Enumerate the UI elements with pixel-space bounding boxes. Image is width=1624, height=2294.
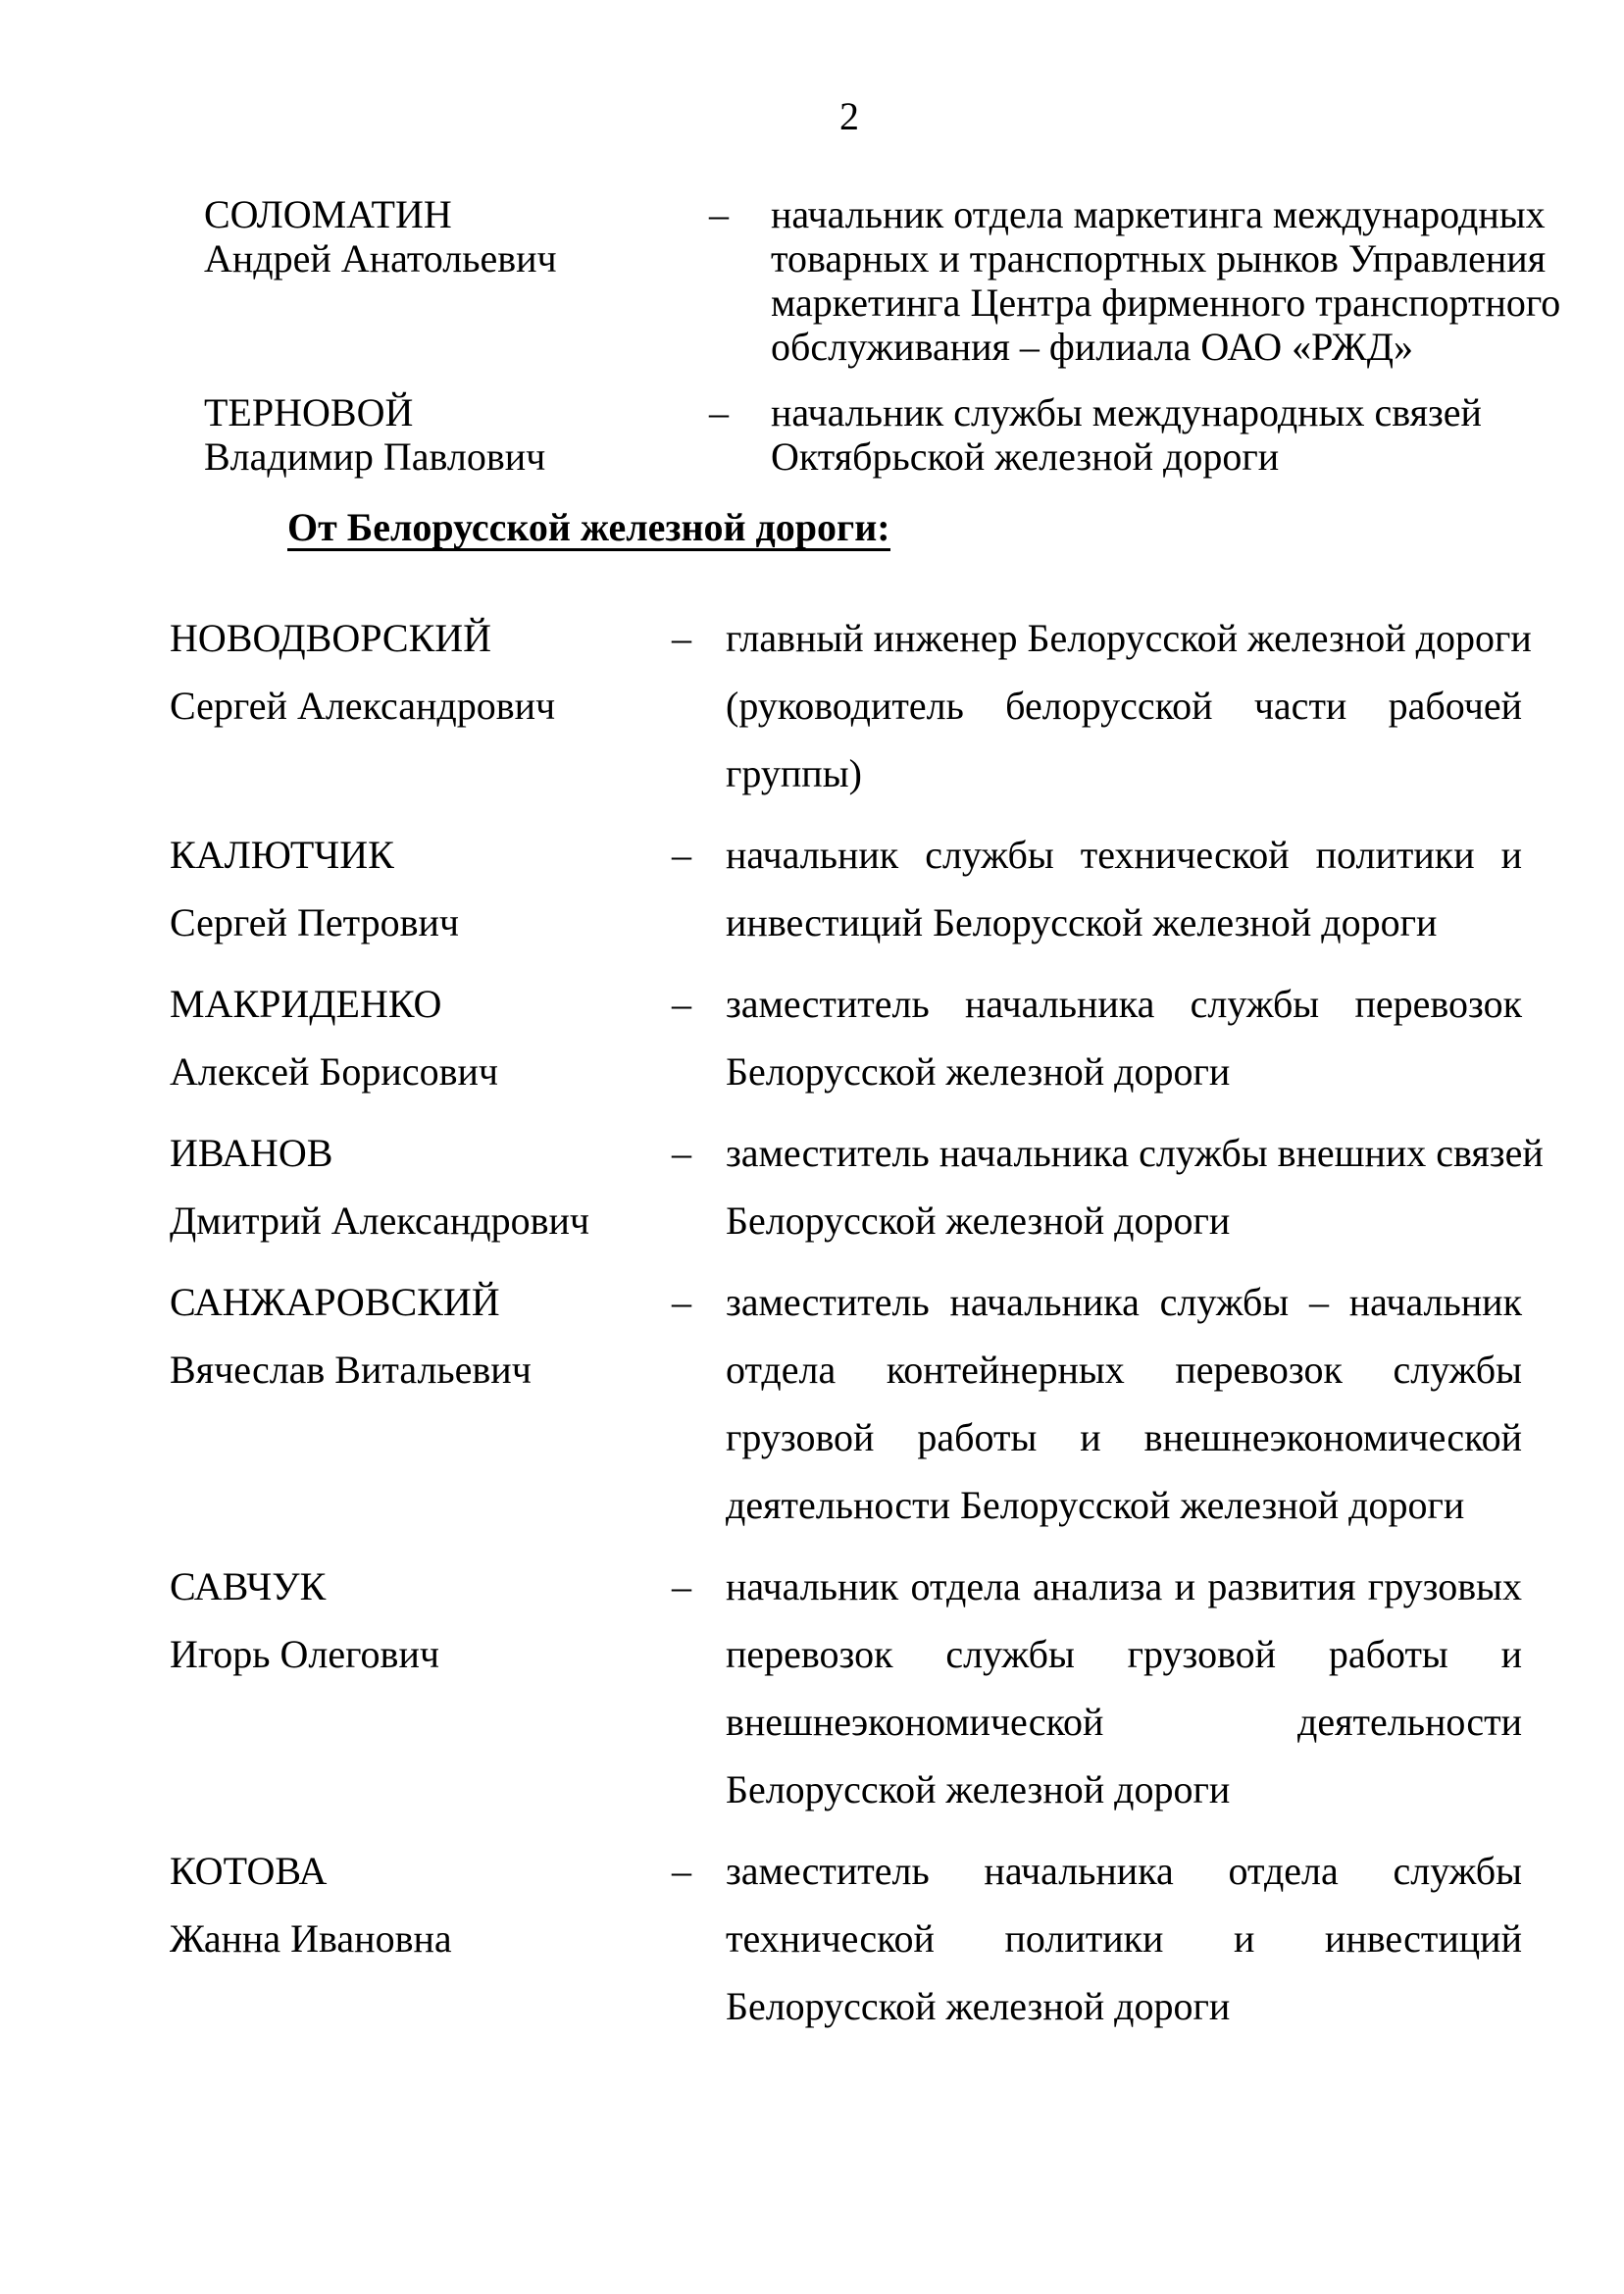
position-line: Белорусской железной дороги [726, 1049, 1231, 1094]
person-position [726, 1553, 1522, 1823]
person-surname: МАКРИДЕНКО [170, 982, 442, 1026]
position-line: начальник отдела анализа и развития грузовых [726, 1564, 1522, 1608]
position-line: перевозок службы грузовой работы и [726, 1632, 1522, 1676]
person-position [726, 1119, 1544, 1254]
roster-row [0, 1837, 1624, 2040]
dash-separator: – [672, 982, 691, 1026]
position-line: начальник отдела маркетинга международных [771, 192, 1546, 236]
person-surname: ТЕРНОВОЙ [204, 390, 414, 434]
position-line: Октябрьской железной дороги [771, 434, 1280, 479]
roster-row [0, 1119, 1624, 1254]
person-given-names: Жанна Ивановна [170, 1916, 452, 1961]
person-position [726, 1837, 1522, 2040]
dash-separator: – [672, 833, 691, 877]
person-surname: СОЛОМАТИН [204, 192, 452, 236]
position-line: маркетинга Центра фирменного транспортного [771, 280, 1561, 325]
person-position [726, 970, 1522, 1105]
person-position [726, 1268, 1522, 1539]
position-line: технической политики и инвестиций [726, 1916, 1522, 1961]
dash-separator: – [672, 1849, 691, 1893]
person-name [0, 1553, 672, 1688]
position-line: (руководитель белорусской части рабочей [726, 684, 1522, 728]
roster-row [0, 821, 1624, 956]
person-position [771, 192, 1561, 369]
position-line: заместитель начальника службы – начальник [726, 1280, 1522, 1324]
person-surname: КАЛЮТЧИК [170, 833, 394, 877]
roster-row [0, 604, 1624, 807]
position-line: деятельности Белорусской железной дороги [726, 1483, 1465, 1527]
position-line: начальник службы международных связей [771, 390, 1482, 434]
person-given-names: Сергей Александрович [170, 684, 556, 728]
position-line: внешнеэкономической деятельности [726, 1700, 1522, 1744]
person-given-names: Дмитрий Александрович [170, 1198, 589, 1243]
roster-row [0, 1268, 1624, 1539]
person-given-names: Игорь Олегович [170, 1632, 439, 1676]
dash-separator: – [672, 1131, 691, 1175]
position-line: грузовой работы и внешнеэкономической [726, 1415, 1522, 1459]
person-name [0, 821, 672, 956]
dash-separator: – [709, 192, 729, 236]
position-line: Белорусской железной дороги [726, 1198, 1231, 1243]
position-line: начальник службы технической политики и [726, 833, 1522, 877]
position-line: товарных и транспортных рынков Управления [771, 236, 1547, 280]
person-name [0, 390, 709, 479]
dash-separator: – [672, 1280, 691, 1324]
position-line: Белорусской железной дороги [726, 1767, 1231, 1811]
person-surname: КОТОВА [170, 1849, 328, 1893]
position-line: заместитель начальника службы перевозок [726, 982, 1522, 1026]
person-surname: НОВОДВОРСКИЙ [170, 616, 492, 660]
roster-row [0, 970, 1624, 1105]
position-line: отдела контейнерных перевозок службы [726, 1348, 1522, 1392]
person-position [771, 390, 1526, 479]
dash-separator: – [709, 390, 729, 434]
roster-row [0, 1553, 1624, 1823]
person-surname: ИВАНОВ [170, 1131, 333, 1175]
section-heading-belarus-text: От Белорусской железной дороги: [287, 505, 890, 549]
section-rzd-members [0, 192, 1624, 500]
position-line: главный инженер Белорусской железной дороги [726, 616, 1532, 660]
person-name [0, 1268, 672, 1403]
person-name [0, 1119, 672, 1254]
position-line: группы) [726, 751, 862, 795]
section-belarus-members [0, 604, 1624, 2054]
person-name [0, 192, 709, 280]
position-line: инвестиций Белорусской железной дороги [726, 900, 1438, 944]
person-surname: САНЖАРОВСКИЙ [170, 1280, 500, 1324]
person-given-names: Вячеслав Витальевич [170, 1348, 532, 1392]
position-line: Белорусской железной дороги [726, 1984, 1231, 2028]
person-given-names: Алексей Борисович [170, 1049, 498, 1094]
page-number: 2 [839, 94, 859, 138]
person-name [0, 1837, 672, 1972]
person-given-names: Владимир Павлович [204, 434, 546, 479]
section-heading [287, 505, 890, 551]
position-line: заместитель начальника службы внешних связей [726, 1131, 1544, 1175]
person-surname: САВЧУК [170, 1564, 327, 1608]
person-position [726, 821, 1522, 956]
position-line: заместитель начальника отдела службы [726, 1849, 1522, 1893]
dash-separator: – [672, 616, 691, 660]
person-given-names: Сергей Петрович [170, 900, 459, 944]
roster-row [0, 390, 1624, 479]
position-line: обслуживания – филиала ОАО «РЖД» [771, 325, 1414, 369]
person-name [0, 970, 672, 1105]
person-name [0, 604, 672, 739]
roster-row [0, 192, 1624, 369]
person-given-names: Андрей Анатольевич [204, 236, 557, 280]
dash-separator: – [672, 1564, 691, 1608]
person-position [726, 604, 1532, 807]
